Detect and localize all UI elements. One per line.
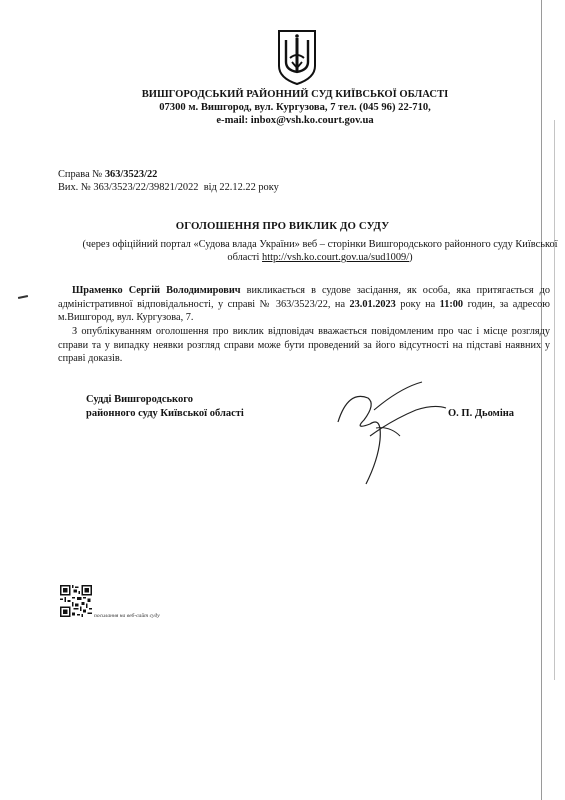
judge-title-line1: Судді Вишгородського	[86, 394, 193, 405]
court-name: ВИШГОРОДСЬКИЙ РАЙОННИЙ СУД КИЇВСЬКОЇ ОБЛАСТІ	[141, 89, 449, 100]
judge-title-line2: районного суду Київської області	[86, 408, 244, 419]
hearing-date: 23.01.2023	[349, 298, 396, 310]
case-label: Справа №	[58, 169, 103, 180]
hearing-time: 11:00	[439, 298, 464, 310]
p1-text-b: року на	[395, 298, 440, 310]
summons-paragraph	[58, 284, 550, 325]
via-close: )	[409, 252, 413, 263]
judge-title	[86, 393, 244, 421]
date-label: від	[203, 182, 217, 193]
via-text: (через офіційний портал «Судова влада України» веб – сторінки Вишгородського районного суду Київської області	[82, 239, 558, 263]
p2-text: З опублікуванням оголошення про виклик відповідач вважається повідомленим про час і місце розгляду справи та у випадку неявки розгляд справи може бути проведений за його відсутності на підставі наявних у справі доказів.	[58, 326, 550, 365]
court-address: 07300 м. Вишгород, вул. Кургузова, 7 тел. (045 96) 22-710,	[159, 102, 431, 113]
scan-mark	[18, 295, 28, 299]
notice-title: ОГОЛОШЕННЯ ПРО ВИКЛИК ДО СУДУ	[175, 220, 390, 232]
p1-text-c: годин, за адресою м.Вишгород, вул. Кургузова, 7.	[58, 298, 550, 324]
trident-emblem-icon	[276, 28, 318, 86]
outgoing-number: 363/3523/22/39821/2022	[93, 182, 199, 193]
case-number-line	[58, 168, 157, 181]
person-name: Шраменко Сергій Володимирович	[72, 285, 241, 296]
outgoing-number-line	[58, 181, 279, 194]
case-number: 363/3523/22	[104, 169, 158, 180]
court-website-link[interactable]: http://vsh.ko.court.gov.ua/sud1009/	[262, 252, 410, 263]
judge-name: О. П. Дьоміна	[448, 408, 515, 419]
handwritten-signature	[330, 380, 450, 490]
qr-code-icon[interactable]	[60, 585, 92, 617]
notice-via-portal	[70, 238, 565, 264]
scan-edge-line	[541, 0, 542, 800]
notice-consequence-paragraph	[58, 325, 550, 366]
scan-edge-line	[554, 120, 555, 680]
court-email-text: e-mail: inbox@vsh.ko.court.gov.ua	[216, 115, 374, 126]
qr-caption: посилання на веб-сайт суду	[94, 613, 160, 619]
p1-text-a: викликається в судове засідання, як особа, яка притягається до адміністративної відповідальності, у справі № 363/3523/22, на	[58, 285, 550, 310]
court-email	[60, 114, 530, 127]
document-date: 22.12.22 року	[219, 182, 279, 193]
outgoing-label: Вих. №	[58, 182, 91, 193]
